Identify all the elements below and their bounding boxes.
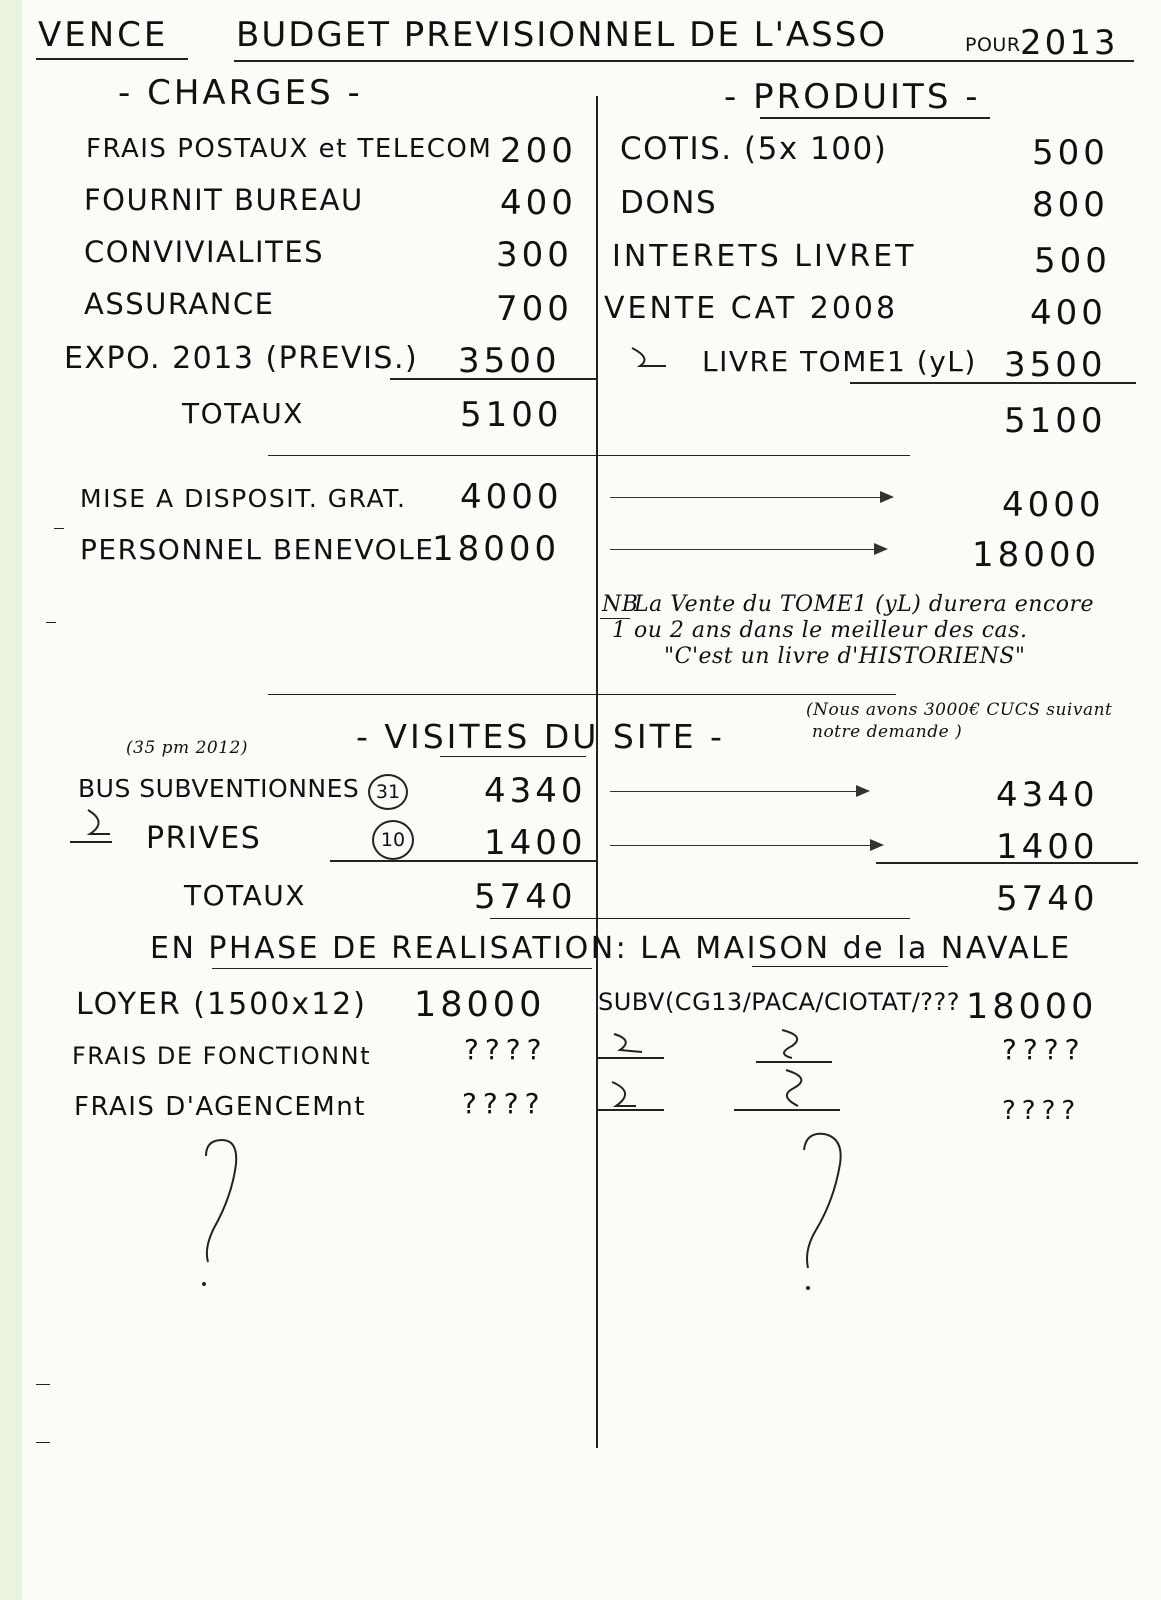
fonction-produit: ???? [1002, 1033, 1086, 1066]
charge-value: 400 [500, 183, 577, 223]
produits-sum-line [850, 382, 1136, 384]
visite-charge: 4340 [484, 771, 587, 811]
realisation-heading: EN PHASE DE REALISATION: LA MAISON de la NAVALE [150, 931, 1072, 966]
question-mark-icon [196, 1136, 246, 1288]
produit-value: 400 [1030, 293, 1107, 333]
contribution-charge: 18000 [432, 529, 561, 569]
visites-total-charge: 5740 [474, 877, 577, 917]
title-year: 2013 [1020, 23, 1119, 63]
produit-label: INTERETS LIVRET [612, 239, 917, 274]
note-line: "C'est un livre d'HISTORIENS" [664, 644, 1026, 669]
charges-total-value: 5100 [460, 395, 563, 435]
produits-heading-underline [760, 117, 990, 119]
visite-label: PRIVES [146, 821, 262, 856]
margin-tick [46, 622, 56, 623]
produits-total-value: 5100 [1004, 401, 1107, 441]
section-divider [268, 694, 896, 695]
visites-total-produit: 5740 [996, 879, 1099, 919]
contribution-label: PERSONNEL BENEVOLE [80, 533, 435, 566]
loyer-value: 18000 [414, 985, 546, 1025]
visites-aside: notre demande ) [812, 722, 963, 742]
contribution-produit: 4000 [1002, 485, 1105, 525]
agencement-label: FRAIS D'AGENCEMnt [74, 1092, 366, 1122]
agencement-charge: ???? [462, 1087, 546, 1120]
visite-produit: 4340 [996, 775, 1099, 815]
note-line: La Vente du TOME1 (yL) durera encore [634, 592, 1095, 617]
visite-count-badge: 10 [372, 820, 414, 860]
title-underline [234, 60, 1134, 62]
visite-produit: 1400 [996, 827, 1099, 867]
charges-total-label: TOTAUX [182, 397, 304, 430]
note-line: 1 ou 2 ans dans le meilleur des cas. [612, 618, 1028, 643]
subvention-label: SUBV(CG13/PACA/CIOTAT/??? [598, 988, 961, 1016]
place-underline [36, 58, 188, 60]
charge-label: FRAIS POSTAUX et TELECOM [86, 134, 493, 164]
section-divider [268, 455, 910, 456]
produit-label: VENTE CAT 2008 [604, 291, 899, 326]
subvention-value: 18000 [966, 987, 1098, 1027]
pending-mark-icon [732, 1026, 842, 1118]
charge-label: CONVIVIALITES [84, 235, 325, 269]
fonction-label: FRAIS DE FONCTIONNt [72, 1042, 371, 1070]
contribution-label: MISE A DISPOSIT. GRAT. [80, 484, 407, 513]
bus-note: (35 pm 2012) [126, 738, 248, 758]
transfer-arrow [610, 791, 868, 792]
visites-total-label: TOTAUX [184, 879, 306, 912]
produits-heading: - PRODUITS - [724, 77, 981, 117]
produit-value: 3500 [1004, 345, 1107, 385]
charge-value: 200 [500, 131, 577, 171]
charge-label: ASSURANCE [84, 287, 275, 321]
margin-tick [36, 1442, 50, 1443]
agencement-produit: ???? [1002, 1096, 1082, 1126]
charge-value: 700 [496, 289, 573, 329]
produit-value: 500 [1034, 241, 1111, 281]
visites-heading-underline [440, 756, 586, 757]
margin-tick [36, 1384, 50, 1385]
transfer-arrow [610, 497, 892, 498]
produit-label: LIVRE TOME1 (yL) [702, 345, 977, 378]
sub-item-arrow-icon [626, 346, 672, 374]
page-title: BUDGET PREVISIONNEL DE L'ASSO [236, 15, 888, 55]
transfer-arrow [610, 845, 882, 846]
sub-item-arrow-icon [68, 808, 114, 844]
realisation-heading-underline [752, 966, 948, 967]
contribution-charge: 4000 [460, 477, 563, 517]
question-mark-icon [796, 1130, 852, 1294]
pending-mark-icon [596, 1030, 676, 1116]
visite-label: BUS SUBVENTIONNES [78, 774, 360, 803]
charges-heading: - CHARGES - [118, 73, 363, 113]
visites-sum-line [330, 860, 596, 862]
contribution-produit: 18000 [972, 535, 1101, 575]
transfer-arrow [610, 549, 886, 550]
produit-value: 800 [1032, 185, 1109, 225]
visite-charge: 1400 [484, 823, 587, 863]
page-edge [0, 0, 22, 1600]
charge-label: FOURNIT BUREAU [84, 183, 364, 217]
produit-value: 500 [1032, 133, 1109, 173]
loyer-label: LOYER (1500x12) [76, 987, 367, 1022]
margin-tick [54, 528, 64, 529]
produit-label: COTIS. (5x 100) [620, 131, 888, 167]
column-divider [596, 96, 598, 1448]
charges-sum-line [390, 378, 596, 380]
visite-count-badge: 31 [368, 774, 408, 810]
section-divider [490, 918, 910, 919]
visites-heading: - VISITES DU SITE - [356, 717, 725, 756]
charge-value: 3500 [458, 341, 561, 381]
fonction-charge: ???? [464, 1033, 548, 1066]
realisation-heading-underline [212, 968, 592, 969]
visites-sum-line [876, 862, 1138, 864]
produit-label: DONS [620, 185, 718, 221]
charge-value: 300 [496, 235, 573, 275]
visites-aside: (Nous avons 3000€ CUCS suivant [806, 700, 1113, 720]
title-pour: POUR [965, 34, 1021, 56]
place-name: VENCE [38, 15, 169, 55]
charge-label: EXPO. 2013 (PREVIS.) [64, 341, 419, 376]
note-nb: NB [602, 592, 639, 617]
